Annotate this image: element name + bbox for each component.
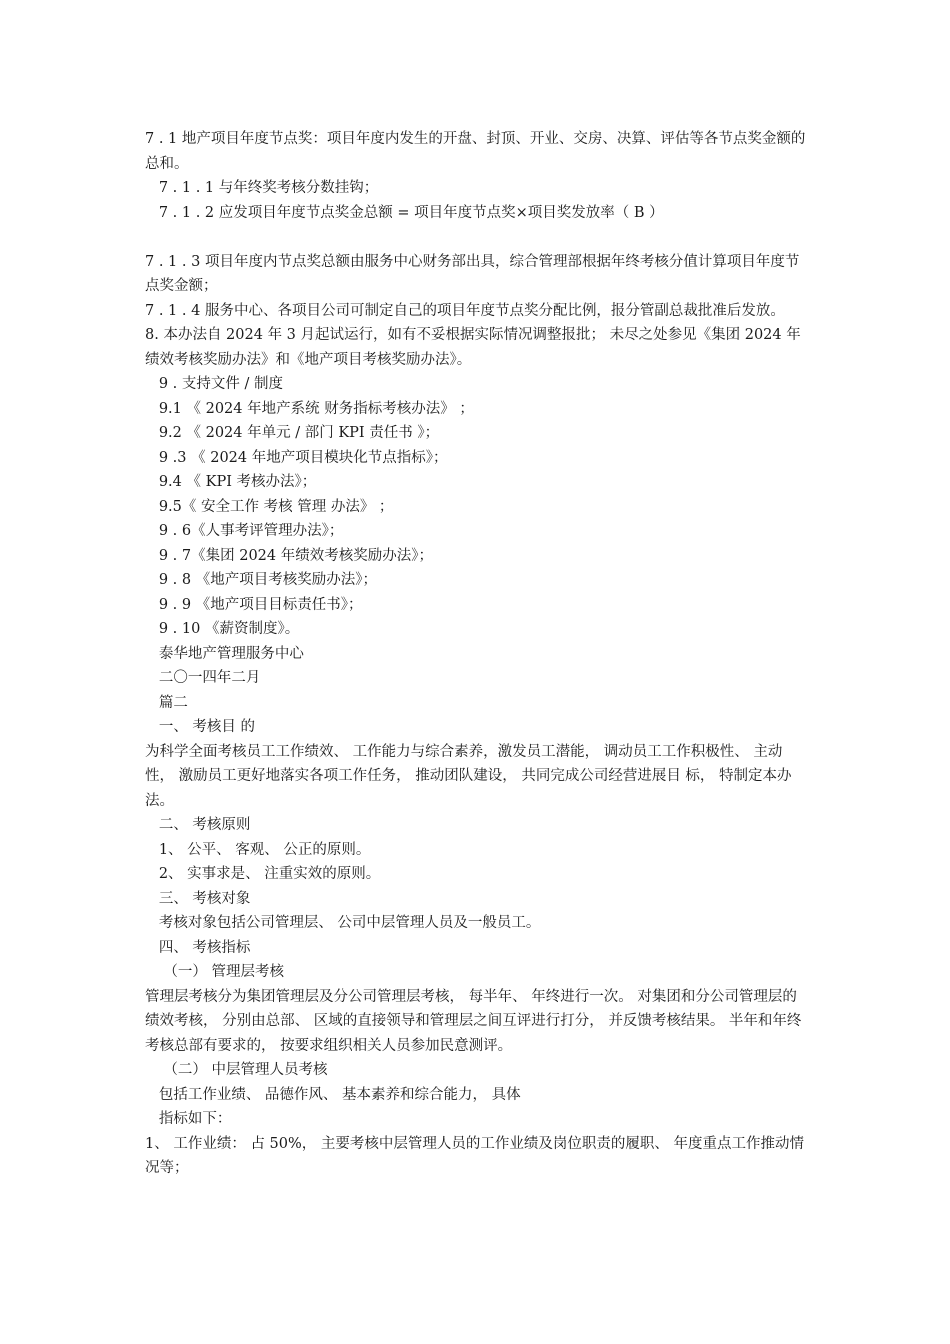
paragraph: （一） 管理层考核 bbox=[145, 964, 285, 980]
paragraph: 指标如下： bbox=[145, 1111, 232, 1127]
paragraph: 9 . 9 《地产项目目标责任书》； bbox=[145, 596, 363, 613]
paragraph: 二〇一四年二月 bbox=[145, 670, 261, 686]
paragraph: 9.2 《 2024 年单元 / 部门 KPI 责任书 》； bbox=[145, 425, 440, 441]
paragraph: 1、 工作业绩： 占 50%， 主要考核中层管理人员的工作业绩及岗位职责的履职、 年度重点工作推动情况等； bbox=[145, 1135, 804, 1176]
paragraph: 泰华地产管理服务中心 bbox=[145, 645, 304, 662]
paragraph: 三、 考核对象 bbox=[145, 890, 251, 907]
paragraph: 为科学全面考核员工工作绩效、 工作能力与综合素养，激发员工潜能， 调动员工工作积极性、 主动性， 激励员工更好地落实各项工作任务， 推动团队建设， 共同完成公司经营进展目 标， 特制定本办法。 bbox=[145, 743, 792, 809]
paragraph: 四、 考核指标 bbox=[145, 939, 251, 956]
paragraph: 包括工作业绩、 品德作风、 基本素养和综合能力， 具体 bbox=[145, 1086, 521, 1103]
paragraph: 1、 公平、 客观、 公正的原则。 bbox=[145, 841, 371, 858]
paragraph: 一、 考核目 的 bbox=[145, 719, 256, 735]
paragraph: 9 . 支持文件 / 制度 bbox=[145, 376, 283, 392]
paragraph: 7 . 1 地产项目年度节点奖：项目年度内发生的开盘、封顶、开业、交房、决算、评估等各节点奖金额的总和。 bbox=[145, 131, 806, 172]
blank-line bbox=[145, 225, 810, 250]
paragraph: 9 .3 《 2024 年地产项目模块化节点指标》； bbox=[145, 449, 448, 466]
paragraph: （二） 中层管理人员考核 bbox=[145, 1062, 328, 1078]
paragraph: 9.4 《 KPI 考核办法》； bbox=[145, 474, 317, 490]
paragraph: 7 . 1 . 4 服务中心、各项目公司可制定自己的项目年度节点奖分配比例，报分管副总裁批准后发放。 bbox=[145, 302, 785, 319]
paragraph: 2、 实事求是、 注重实效的原则。 bbox=[145, 866, 381, 882]
paragraph: 7 . 1 . 3 项目年度内节点奖总额由服务中心财务部出具，综合管理部根据年终考核分值计算项目年度节点奖金额； bbox=[145, 253, 800, 294]
paragraph: 7 . 1 . 1 与年终奖考核分数挂钩； bbox=[145, 180, 379, 196]
paragraph: 二、 考核原则 bbox=[145, 817, 251, 833]
document-body bbox=[145, 127, 810, 1181]
paragraph: 9 . 7《集团 2024 年绩效考核奖励办法》； bbox=[145, 547, 433, 564]
paragraph: 7 . 1 . 2 应发项目年度节点奖金总额 = 项目年度节点奖×项目奖发放率（ B ） bbox=[145, 204, 664, 221]
paragraph: 8. 本办法自 2024 年 3 月起试运行，如有不妥根据实际情况调整报批； 未尽之处参见《集团 2024 年绩效考核奖励办法》和《地产项目考核奖励办法》。 bbox=[145, 327, 801, 368]
paragraph: 9 . 8 《地产项目考核奖励办法》； bbox=[145, 572, 377, 588]
paragraph: 管理层考核分为集团管理层及分公司管理层考核， 每半年、 年终进行一次。 对集团和分公司管理层的绩效考核， 分别由总部、 区域的直接领导和管理层之间互评进行打分， 并反馈考核结果。 半年和年终考核总部有要求的， 按要求组织相关人员参加民意测评。 bbox=[145, 988, 802, 1054]
paragraph: 考核对象包括公司管理层、 公司中层管理人员及一般员工。 bbox=[145, 915, 541, 931]
paragraph: 9.5《 安全工作 考核 管理 办法》 ； bbox=[145, 498, 394, 515]
paragraph: 9.1 《 2024 年地产系统 财务指标考核办法》 ； bbox=[145, 400, 474, 417]
paragraph: 篇二 bbox=[145, 694, 188, 711]
paragraph: 9 . 6《人事考评管理办法》； bbox=[145, 523, 344, 539]
paragraph: 9 . 10 《薪资制度》。 bbox=[145, 621, 300, 637]
